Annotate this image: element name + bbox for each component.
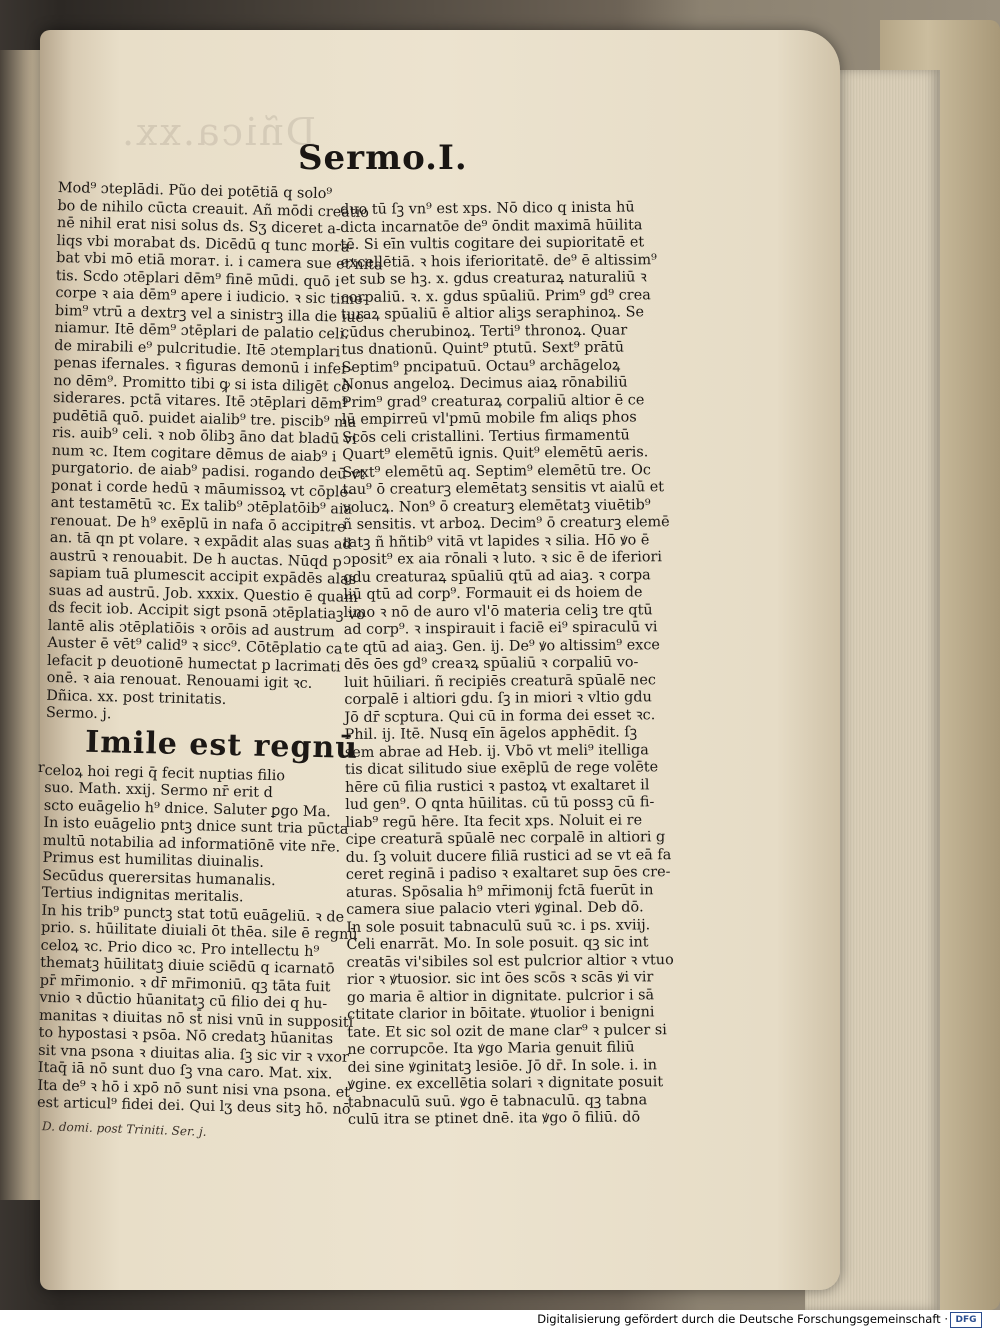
text-line: sapiam tuā plumescit accipit expādēs alas <box>48 564 357 588</box>
text-line: Mod⁹ ɔteplādi. Pũo dei potētiā q solo⁹ <box>57 180 333 203</box>
text-line: suas ad austrū. Job. xxxix. Questio ē quam <box>48 582 359 606</box>
text-line: lefacit p deuotionē humectat p lacrimati <box>46 652 341 676</box>
text-line: tis dicat silitudo siue exēplū de rege volēte <box>344 759 659 778</box>
text-line: niamur. Itē dēm⁹ ɔtēplari de palatio celi. <box>54 319 349 343</box>
text-line: ctitate clarior in bōitate. ꝟtuolior i benigni <box>347 1004 655 1023</box>
sermon-heading: Imile est regnū <box>84 724 359 766</box>
text-line: Phil. ij. Itē. Nusq eīn āgelos apphēdit. ſꝫ <box>344 724 638 743</box>
text-line: renouat. De h⁹ exēplū in nafa ō accipitre <box>50 512 346 536</box>
text-line: lud gen⁹. O qnta hūilitas. cū tū possꝫ cū fi- <box>345 794 655 813</box>
text-line: te qtū ad aiaꝫ. Gen. ij. De⁹ ꝟo altissim⁹ exce <box>343 636 660 656</box>
text-line: du. ſꝫ voluit ducere filiā rustici ad se vt eā fa <box>345 846 672 866</box>
text-line: celoꝝ ꝛc. Prio dico ꝛc. Pro intellectu h⁹ <box>40 937 320 960</box>
text-line: ꝟgine. ex excellētia solari ꝛ dignitate posuit <box>347 1074 664 1093</box>
text-line: rior ꝛ ꝟtuosior. sic int ōes scōs ꝛ scās ꝟi vir <box>346 969 654 988</box>
text-line: turaꝝ spūaliū ē altior aliꝫs seraphinoꝝ. Se <box>340 304 645 323</box>
text-line: ceret reginā i padiso ꝛ exaltaret sup ōes cre- <box>345 864 671 883</box>
text-line: volucꝝ. Non⁹ ō creaturꝫ elemētatꝫ viuētib⁹ <box>342 496 651 516</box>
text-line: Ita de⁹ ꝛ hō i xpō nō sunt nisi vna psona. et <box>37 1077 351 1101</box>
text-line: lantē alis ɔtēplatiōis ꝛ orōis ad austrum <box>47 617 335 640</box>
text-line: bat vbi mō etiā moraт. i. i camera sue et'nita <box>56 249 383 274</box>
text-line: ponat i corde hedū ꝛ māumissoꝝ vt cōple- <box>50 477 354 501</box>
handwritten-marginal-note: D. domi. post Triniti. Ser. j. <box>41 1119 207 1139</box>
text-line: culū itra se ptinet dnē. ita ꝟgo ō filiū. dō <box>347 1109 641 1128</box>
dfg-logo: DFG <box>950 1312 982 1328</box>
text-line: ne corrupcōe. Ita ꝟgo Maria genuit filiū <box>347 1039 635 1058</box>
footer-credit: Digitalisierung gefördert durch die Deutsche Forschungsgemeinschaft · <box>537 1312 948 1326</box>
left-lines-before <box>45 180 383 729</box>
text-line: de mirabili e⁹ pulcritudie. Itē ɔtemplari <box>54 337 341 360</box>
text-line: manitas ꝛ diuitas nō st̄ nisi vnū in suppositi <box>38 1007 354 1031</box>
left-lines-after <box>36 762 358 1119</box>
text-line: aturas. Spōsalia h⁹ mr̄imonij fctā fuerūt in <box>345 881 654 901</box>
text-line: camera siue palacio vteri ꝟginal. Deb dō. <box>346 899 644 918</box>
text-line: ant testamētū ꝛc. Ex talib⁹ ɔtēplatōib⁹ aia <box>50 494 353 518</box>
text-line: hēre cū filia rustici ꝛ pastoꝝ vt exaltaret il <box>345 776 650 796</box>
text-line: corpe ꝛ aia dēm⁹ apere i iudicio. ꝛ sic time- <box>55 284 368 309</box>
text-line: cūdus cherubinoꝝ. Terti⁹ thronoꝝ. Quar <box>341 321 628 341</box>
text-line: suo. Math. xxij. Sermo nr̄ erit d <box>44 779 273 802</box>
text-line: num ꝛc. Item cogitare dēmus de aiab⁹ i <box>51 442 337 465</box>
text-line: tē. Si eīn vultis cogitare dei supioritatē et <box>340 234 645 253</box>
text-line: Celi enarrāt. Mo. In sole posuit. qꝫ sic int <box>346 934 649 953</box>
text-line: pudētiā quō. puidet aialib⁹ tre. piscib⁹ ma <box>52 407 357 431</box>
text-line: Tertius indignitas meritalis. <box>41 884 244 906</box>
text-line: scto euāgelio h⁹ dnice. Saluter ꝑgo Ma. <box>43 797 331 820</box>
show-through-text: Dñica.xx. <box>120 110 317 154</box>
text-line: gdu creaturaꝝ spūaliū qtū ad aiaꝫ. ꝛ corpa <box>343 566 651 586</box>
text-line: tau⁹ ō creaturꝫ elemētatꝫ sensitis vt aialū et <box>342 479 665 498</box>
text-line: Itaq̄ iā nō sunt duo ſꝫ vna caro. Mat. xix. <box>37 1059 333 1083</box>
text-line: limo ꝛ nō de auro vl'ō materia celiꝫ tre qtū <box>343 601 653 621</box>
text-line: Scōs celi cristallini. Tertius firmamentū <box>341 426 630 446</box>
text-line: corpaliū. ꝛ. x. gdus spūaliū. Prim⁹ gd⁹ crea <box>340 286 651 306</box>
text-line: go maria ē altior in dignitate. pulcrior i sā <box>346 986 655 1006</box>
text-line: ɔposit⁹ ex aia rōnali ꝛ luto. ꝛ sic ē de iferiori <box>343 549 663 568</box>
text-line: luit hūiliari. ñ recipiēs creaturā spūalē nec <box>344 671 656 691</box>
text-line: Sermo. j. <box>45 704 112 723</box>
text-line: no dēm⁹. Promitto tibi ꝙ si ista diligēt cō <box>53 372 351 396</box>
text-line: bo de nihilo cūcta creauit. Añ mōdi creatio <box>57 197 370 221</box>
text-line: et sub se hꝫ. x. gdus creaturaꝝ naturaliū ꝛ <box>340 269 647 288</box>
text-line: liab⁹ regū hēre. Ita fecit xps. Noluit ei re <box>345 811 643 831</box>
text-line: tis. Scdo ɔtēplari dēm⁹ finē mūdi. quō i <box>55 267 340 290</box>
text-line: excellētiā. ꝛ hois iferioritatē. de⁹ ē altissim⁹ <box>340 251 657 271</box>
text-line: Prim⁹ grad⁹ creaturaꝝ corpaliū altior ē ce <box>341 391 645 411</box>
left-page-edge <box>0 50 40 1200</box>
text-line: liqs vbi morabat ds. Dicēdū q tunc mora- <box>56 232 355 256</box>
text-line: sem abrae ad Heb. ij. Vbō vt meli⁹ itelliga <box>344 741 649 761</box>
running-head: Sermo.I. <box>298 138 468 178</box>
text-line: Auster ē vēt⁹ calid⁹ ꝛ sicc⁹. Cōtēplatio ca <box>47 634 343 658</box>
text-line: cipe creaturā spūalē nec corpalē in altiori g <box>345 829 666 848</box>
text-line: penas ifernales. ꝛ figuras demonū i infer- <box>53 354 353 378</box>
text-line: Quart⁹ elemētū ignis. Quit⁹ elemētū aeris. <box>342 444 649 463</box>
text-line: to hypostasi ꝛ psōa. Nō credatꝫ hūanitas <box>38 1024 334 1048</box>
text-line: Sext⁹ elemētū aq. Septim⁹ elemētū tre. Oc <box>342 461 651 481</box>
text-line: dēs ōes gd⁹ creaꝛꝝ spūaliū ꝛ corpaliū vo- <box>343 654 639 673</box>
text-line: est articul⁹ fidei dei. Qui lʒ deus sitꝫ hō. nō <box>36 1094 351 1118</box>
text-line: creatās vi'sibiles sol est pulcrior altior ꝛ vtuo <box>346 951 674 971</box>
text-line: celoꝝ hoi regi q̄ fecit nuptias filio <box>44 762 286 784</box>
text-line: ñ sensitis. vt arboꝝ. Decim⁹ ō creaturꝫ elemē <box>342 514 670 533</box>
left-text-column <box>36 180 383 1119</box>
text-line: an. tā qn pt volare. ꝛ expādit alas suas ad <box>49 529 352 553</box>
footer-bar <box>0 1310 1000 1330</box>
text-line: dicta incarnatōe de⁹ ōndit maximā hūilita <box>340 216 643 236</box>
text-line: bim⁹ vtrū a dextrꝫ vel a sinistrꝫ illa die iue- <box>54 302 370 326</box>
text-line: onē. ꝛ aia renouat. Renouami igit ꝛc. <box>46 669 313 692</box>
text-line: tatꝫ ñ hñtib⁹ vitā vt lapides ꝛ silia. Hō ꝟo ē <box>342 531 650 551</box>
text-line: Primus est humilitas diuinalis. <box>42 849 265 871</box>
text-line: tabnaculū suū. ꝟgo ē tabnaculū. qꝫ tabna <box>347 1091 648 1111</box>
text-line: nē nihil erat nisi solus ds. Sʒ diceret a- <box>56 214 341 238</box>
text-line: ad corp⁹. ꝛ inspirauit i faciē ei⁹ spiraculū vi <box>343 619 658 638</box>
text-line: ris. auib⁹ celi. ꝛ nob ōlibꝫ āno dat bladū vi <box>52 424 357 448</box>
text-line: In isto euāgelio pntꝫ dnice sunt tria pūcta <box>43 814 349 838</box>
text-line: austrū ꝛ renouabit. De h auctas. Nūqd p <box>49 547 342 571</box>
text-line: dei sine ꝟginitatꝫ lesiōe. Jō dr̄. In sole. i. in <box>347 1056 658 1076</box>
text-line: purgatorio. de aiab⁹ padisi. rogando deū vt <box>51 459 366 484</box>
margin-glyph: r <box>38 760 45 776</box>
text-line: tus dnationū. Quint⁹ ptutū. Sext⁹ prātū <box>341 339 625 358</box>
text-line: Secūdus querersitas humanalis. <box>42 867 276 889</box>
text-line: lū empirreū vl'pmū mobile fm aliqs phos <box>341 409 637 428</box>
text-line: siderares. pctā vitares. Itē ɔtēplari dēm⁹ <box>52 389 349 413</box>
text-line: duo tū ſꝫ vn⁹ est xps. Nō dico q inista hū <box>340 199 635 218</box>
text-line: liū qtū ad corp⁹. Formauit ei ds hoiem de <box>343 584 643 603</box>
right-text-column <box>340 199 674 1129</box>
text-line: tate. Et sic sol ozit de mane clar⁹ ꝛ pulcer si <box>347 1021 667 1041</box>
text-line: pr̄ mr̄imonio. ꝛ dr̄ mr̄imoniū. qꝫ tāta fuit <box>39 972 331 995</box>
text-line: vnio ꝛ dūctio hūanitatꝫ cū filio dei q hu- <box>39 989 328 1013</box>
text-line: Nonus angeloꝝ. Decimus aiaꝝ rōnabiliū <box>341 374 628 393</box>
text-line: corpalē i altiori gdu. ſꝫ in miori ꝛ vltio gdu <box>344 689 652 708</box>
text-line: sit vna psona ꝛ diuitas alia. ſꝫ sic vir ꝛ vxor <box>38 1042 350 1066</box>
text-line: Dñica. xx. post trinitatis. <box>46 687 227 708</box>
text-line: ds fecit iob. Accipit sigt psonā ɔtēplatiaꝫ vo <box>48 599 366 624</box>
text-line: Septim⁹ pncipatuū. Octau⁹ archāgeloꝝ <box>341 357 621 376</box>
text-line: In his trib⁹ punctꝫ stat totū euāgeliū. ꝛ de <box>41 902 345 926</box>
text-line: multū notabilia ad informatiōnē vite nr̄e. <box>42 832 341 856</box>
text-line: In sole posuit tabnaculū suū ꝛc. i ps. xviij. <box>346 916 651 936</box>
text-line: thematꝫ hūilitatꝫ diuie sciēdū q icarnatō <box>40 954 335 978</box>
text-line: prio. s. hūilitate diuiali ōt thēa. sile ē regnū <box>40 919 358 943</box>
text-line: Jō dr̄ scptura. Qui cū in forma dei esset ꝛc. <box>344 706 656 726</box>
